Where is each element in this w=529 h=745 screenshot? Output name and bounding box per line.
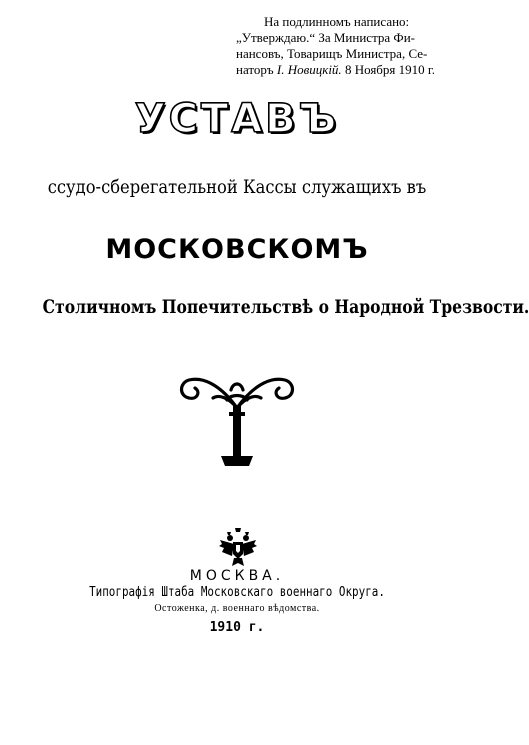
approval-line-4-prefix: наторъ (236, 62, 274, 77)
subtitle-line-2: МОСКОВСКОМЪ (105, 234, 369, 265)
document-title: УСТАВЪ (134, 96, 340, 142)
imprint-address: Остоженка, д. военнаго вѣдомства. (154, 603, 320, 614)
approval-signatory: I. Новицкій. (276, 62, 342, 77)
subtitle-line-3: Столичномъ Попечительствѣ о Народной Трезвости. (42, 296, 529, 318)
approval-line-3: нансовъ, Товарищъ Министра, Се- (236, 46, 428, 61)
subtitle-line-1: ссудо-сберегательной Кассы служащихъ въ (47, 176, 427, 198)
approval-line-1: На подлинномъ написано: (264, 14, 410, 29)
imprint-printer: Типографія Штаба Московскаго военнаго Округа. (89, 585, 385, 600)
approval-date: 8 Ноября 1910 г. (344, 62, 436, 77)
approval-note (236, 14, 462, 78)
double-headed-eagle-icon (216, 526, 260, 568)
imprint-year: 1910 г. (209, 620, 265, 635)
approval-line-4 (236, 62, 462, 78)
imprint-city: МОСКВА. (189, 568, 285, 584)
approval-line-2: „Утверждаю.“ За Министра Фи- (236, 30, 415, 45)
art-nouveau-ornament-icon (175, 368, 299, 468)
